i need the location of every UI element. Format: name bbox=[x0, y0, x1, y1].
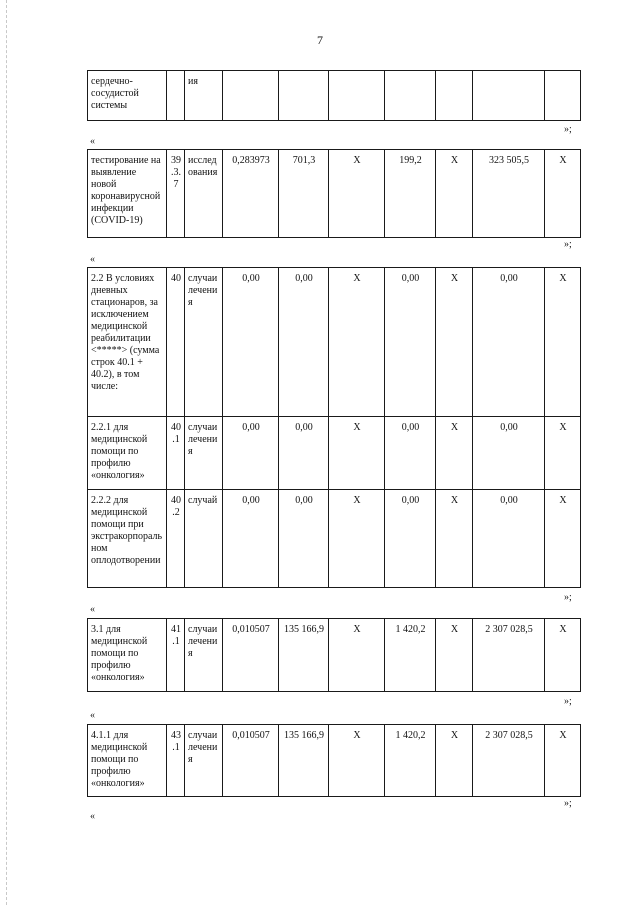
value-cell: 0,00 bbox=[385, 490, 436, 588]
opening-quote-mark: « bbox=[90, 811, 95, 822]
table-covid-testing bbox=[87, 149, 581, 238]
closing-quote-mark: »; bbox=[564, 592, 572, 603]
value-cell: 0,283973 bbox=[223, 150, 279, 238]
value-cell: 2 307 028,5 bbox=[473, 725, 545, 797]
row-number bbox=[167, 71, 185, 121]
row-label: тестирование на выявление новой коронавирусной инфекции (COVID-19) bbox=[88, 150, 167, 238]
table-oncology-4-1-1 bbox=[87, 724, 581, 797]
row-label: 4.1.1 для медицинской помощи по профилю «онкология» bbox=[88, 725, 167, 797]
page-number: 7 bbox=[317, 33, 323, 47]
value-cell: 2 307 028,5 bbox=[473, 619, 545, 692]
row-label: 3.1 для медицинской помощи по профилю «онкология» bbox=[88, 619, 167, 692]
row-number: 41.1 bbox=[167, 619, 185, 692]
row-label: 2.2.1 для медицинской помощи по профилю «онкология» bbox=[88, 417, 167, 490]
row-number: 40.2 bbox=[167, 490, 185, 588]
value-cell bbox=[436, 71, 473, 121]
row-label: 2.2 В условиях дневных стационаров, за исключением медицинской реабилитации <*****> (сумма строк 40.1 + 40.2), в том числе: bbox=[88, 268, 167, 417]
value-cell: 0,010507 bbox=[223, 619, 279, 692]
value-cell: 701,3 bbox=[279, 150, 329, 238]
value-cell: 323 505,5 bbox=[473, 150, 545, 238]
value-cell: 0,00 bbox=[473, 490, 545, 588]
value-cell: 1 420,2 bbox=[385, 725, 436, 797]
value-cell: X bbox=[436, 619, 473, 692]
value-cell bbox=[545, 71, 581, 121]
value-cell: 0,00 bbox=[279, 417, 329, 490]
table-row bbox=[88, 268, 581, 417]
opening-quote-mark: « bbox=[90, 254, 95, 265]
value-cell: X bbox=[436, 268, 473, 417]
value-cell bbox=[329, 71, 385, 121]
unit-cell: случай bbox=[185, 490, 223, 588]
value-cell: X bbox=[436, 725, 473, 797]
table-row bbox=[88, 150, 581, 238]
value-cell: 135 166,9 bbox=[279, 725, 329, 797]
table-day-hospitals bbox=[87, 267, 581, 588]
value-cell: 135 166,9 bbox=[279, 619, 329, 692]
value-cell: X bbox=[436, 417, 473, 490]
value-cell bbox=[223, 71, 279, 121]
opening-quote-mark: « bbox=[90, 710, 95, 721]
row-label: 2.2.2 для медицинской помощи при экстракорпоральном оплодотворении bbox=[88, 490, 167, 588]
closing-quote-mark: »; bbox=[564, 696, 572, 707]
row-number: 43.1 bbox=[167, 725, 185, 797]
unit-cell: ия bbox=[185, 71, 223, 121]
value-cell: 0,00 bbox=[223, 490, 279, 588]
value-cell: X bbox=[545, 268, 581, 417]
value-cell: X bbox=[329, 417, 385, 490]
value-cell: X bbox=[545, 619, 581, 692]
value-cell: X bbox=[545, 725, 581, 797]
closing-quote-mark: »; bbox=[564, 124, 572, 135]
unit-cell: случаи лечения bbox=[185, 619, 223, 692]
table-oncology-3-1 bbox=[87, 618, 581, 692]
value-cell: 0,00 bbox=[473, 417, 545, 490]
value-cell: 0,00 bbox=[223, 268, 279, 417]
value-cell: X bbox=[329, 619, 385, 692]
unit-cell: исследования bbox=[185, 150, 223, 238]
unit-cell: случаи лечения bbox=[185, 725, 223, 797]
closing-quote-mark: »; bbox=[564, 798, 572, 809]
value-cell: X bbox=[545, 150, 581, 238]
value-cell: 0,00 bbox=[473, 268, 545, 417]
closing-quote-mark: »; bbox=[564, 239, 572, 250]
opening-quote-mark: « bbox=[90, 604, 95, 615]
value-cell: 0,00 bbox=[385, 417, 436, 490]
page-left-edge bbox=[6, 0, 7, 905]
row-number: 40.1 bbox=[167, 417, 185, 490]
value-cell: X bbox=[329, 725, 385, 797]
value-cell: 0,00 bbox=[279, 268, 329, 417]
unit-cell: случаи лечения bbox=[185, 268, 223, 417]
value-cell: X bbox=[545, 490, 581, 588]
value-cell: X bbox=[329, 268, 385, 417]
unit-cell: случаи лечения bbox=[185, 417, 223, 490]
table-row bbox=[88, 71, 581, 121]
value-cell: 0,00 bbox=[385, 268, 436, 417]
value-cell: X bbox=[436, 150, 473, 238]
row-label: сердечно-сосудистой системы bbox=[88, 71, 167, 121]
table-row bbox=[88, 490, 581, 588]
value-cell: 0,00 bbox=[279, 490, 329, 588]
opening-quote-mark: « bbox=[90, 136, 95, 147]
value-cell: 199,2 bbox=[385, 150, 436, 238]
table-row bbox=[88, 417, 581, 490]
table-cardiovascular bbox=[87, 70, 581, 121]
table-row bbox=[88, 619, 581, 692]
value-cell bbox=[473, 71, 545, 121]
value-cell: X bbox=[436, 490, 473, 588]
value-cell: X bbox=[329, 150, 385, 238]
value-cell bbox=[279, 71, 329, 121]
value-cell: X bbox=[545, 417, 581, 490]
table-row bbox=[88, 725, 581, 797]
value-cell: 1 420,2 bbox=[385, 619, 436, 692]
value-cell: 0,00 bbox=[223, 417, 279, 490]
value-cell bbox=[385, 71, 436, 121]
row-number: 40 bbox=[167, 268, 185, 417]
value-cell: 0,010507 bbox=[223, 725, 279, 797]
row-number: 39.3.7 bbox=[167, 150, 185, 238]
value-cell: X bbox=[329, 490, 385, 588]
